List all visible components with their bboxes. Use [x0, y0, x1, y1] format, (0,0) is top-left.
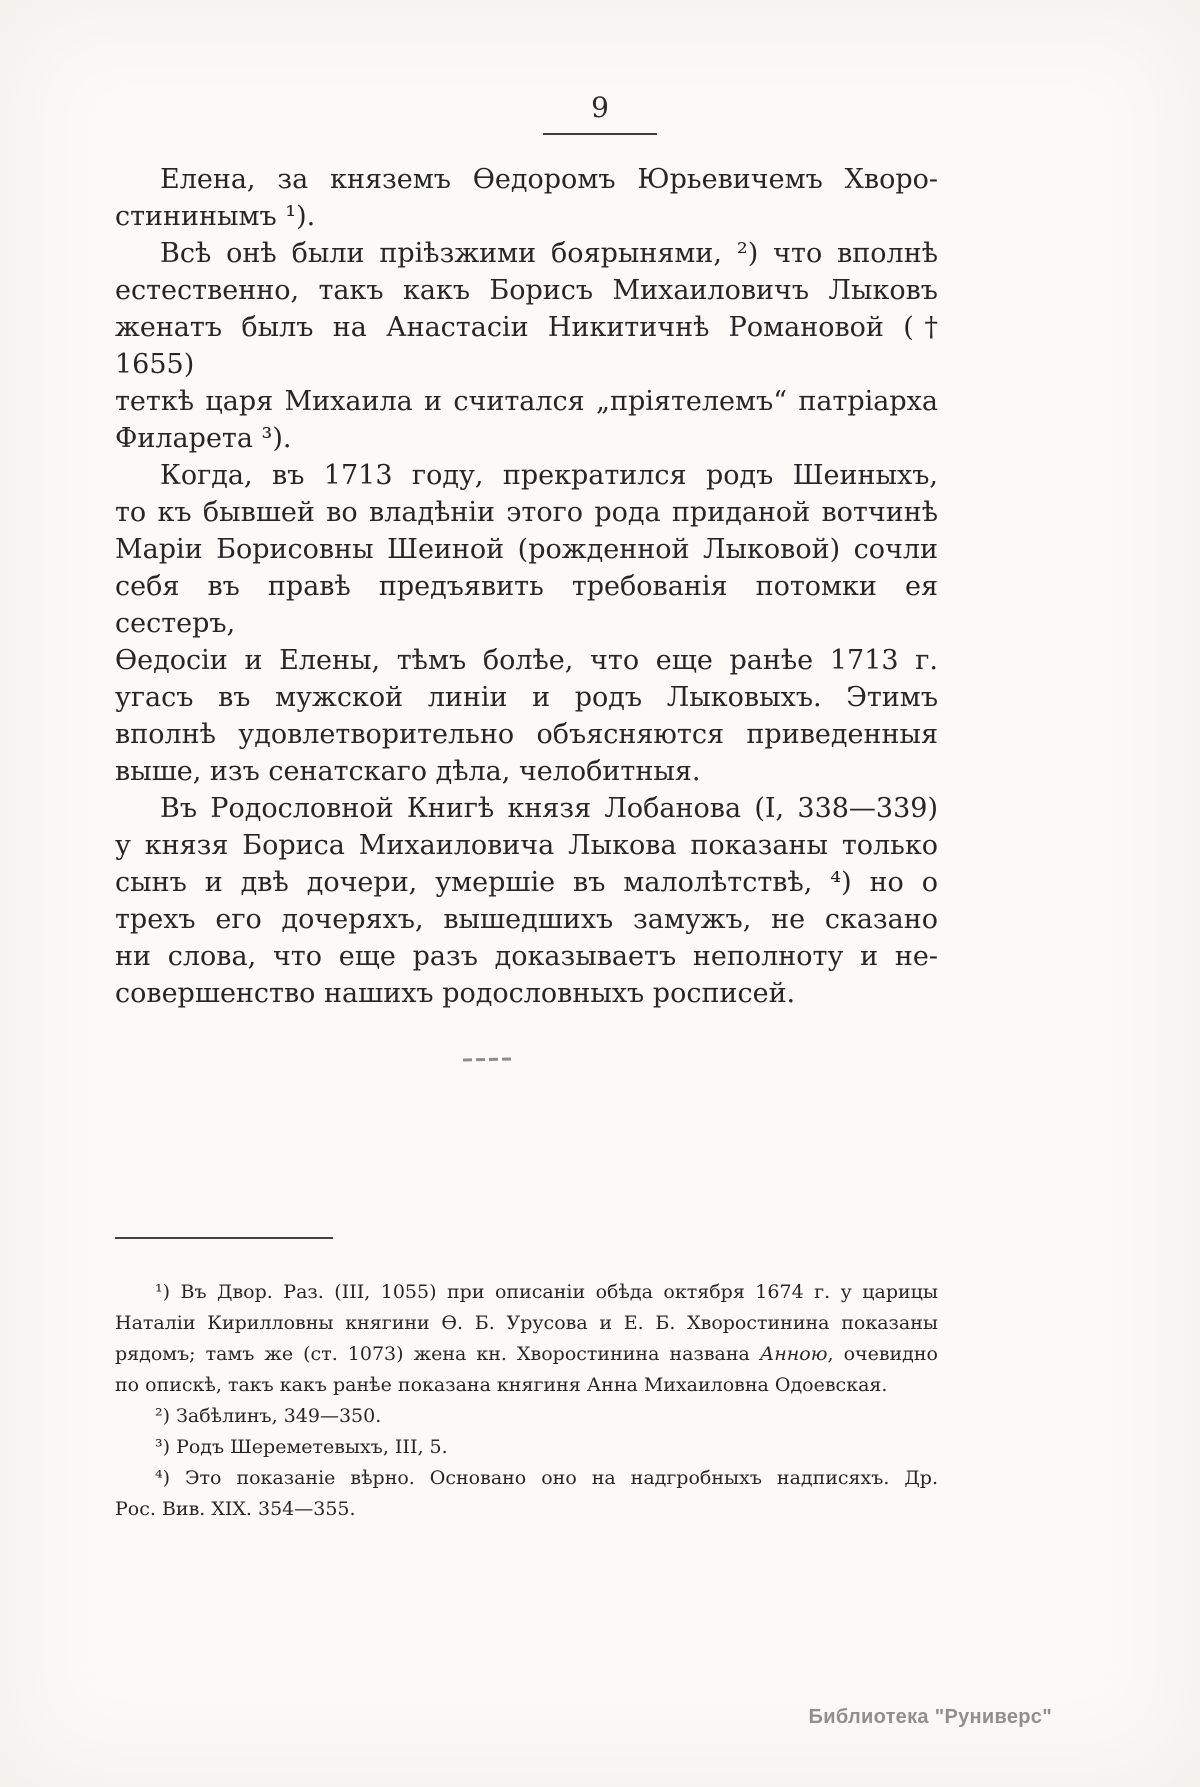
text-line: ³) Родъ Шереметевыхъ, III, 5.	[155, 1436, 448, 1458]
italic-text: Анною	[759, 1343, 828, 1365]
text-line: вполнѣ удовлетворительно объясняются приведенныя	[115, 719, 938, 750]
text-line: естественно, такъ какъ Борисъ Михаиловичъ Лыковъ	[115, 275, 938, 306]
text-line: сынъ и двѣ дочери, умершіе въ малолѣтствѣ, ⁴) но о	[115, 867, 938, 898]
text-line: угасъ въ мужской линіи и родъ Лыковыхъ. Этимъ	[115, 682, 938, 713]
footnote-rule	[115, 1237, 333, 1239]
page-number: 9	[591, 91, 609, 124]
text-line: Филарета ³).	[115, 423, 292, 454]
paragraph-2	[115, 235, 938, 457]
text-line: трехъ его дочеряхъ, вышедшихъ замужъ, не сказано	[115, 904, 938, 935]
text-line: Ѳедосіи и Елены, тѣмъ болѣе, что еще ранѣе 1713 г.	[115, 645, 938, 676]
text-line: теткѣ царя Михаила и считался „пріятелемъ“ патріарха	[115, 386, 938, 417]
text-line: Когда, въ 1713 году, прекратился родъ Шеиныхъ,	[160, 460, 938, 491]
text-line: женатъ былъ на Анастасіи Никитичнѣ Романовой († 1655)	[115, 312, 938, 380]
text-line: ²) Забѣлинъ, 349—350.	[155, 1405, 382, 1427]
footnote-1	[115, 1277, 938, 1401]
text-line: Наталіи Кирилловны княгини Ѳ. Б. Урусова и Е. Б. Хворостинина показаны	[115, 1312, 938, 1334]
text-line: выше, изъ сенатскаго дѣла, челобитныя.	[115, 756, 701, 787]
text-line: Маріи Борисовны Шеиной (рожденной Лыковой) сочли	[115, 534, 938, 565]
paragraph-1	[115, 161, 938, 235]
page-content	[115, 161, 938, 1525]
footnote-4	[115, 1463, 938, 1525]
text-line: ни слова, что еще разъ доказываетъ неполноту и не-	[115, 941, 938, 972]
footnote-2	[115, 1401, 938, 1432]
text-line: Рос. Вив. XIX. 354—355.	[115, 1498, 356, 1520]
text-line: по опискѣ, такъ какъ ранѣе показана княгиня Анна Михаиловна Одоевская.	[115, 1374, 888, 1396]
text-line: ⁴) Это показаніе вѣрно. Основано оно на надгробныхъ надписяхъ. Др.	[155, 1467, 938, 1489]
footnote-3	[115, 1432, 938, 1463]
page-number-rule	[543, 133, 657, 135]
text-line: себя въ правѣ предъявить требованія потомки ея сестеръ,	[115, 571, 938, 639]
body-text	[115, 161, 938, 1012]
footnotes-section	[115, 1277, 938, 1525]
page-header	[0, 0, 1200, 135]
paragraph-4	[115, 790, 938, 1012]
text-line: Въ Родословной Книгѣ князя Лобанова (I, 338—339)	[160, 793, 938, 824]
text-line: ¹) Въ Двор. Раз. (III, 1055) при описаніи обѣда октября 1674 г. у царицы	[155, 1281, 938, 1303]
text-line: рядомъ; тамъ же (ст. 1073) жена кн. Хворостинина названа Анною, очевидно	[115, 1343, 938, 1365]
section-divider	[463, 1057, 513, 1061]
text-line: Елена, за княземъ Ѳедоромъ Юрьевичемъ Хворо-	[160, 164, 938, 195]
text-line: то къ бывшей во владѣніи этого рода приданой вотчинѣ	[115, 497, 938, 528]
text-line: у князя Бориса Михаиловича Лыкова показаны только	[115, 830, 938, 861]
paragraph-3	[115, 457, 938, 790]
text-line: совершенство нашихъ родословныхъ росписей.	[115, 978, 796, 1009]
text-line: стининымъ ¹).	[115, 201, 316, 232]
library-watermark: Библиотека "Руниверс"	[808, 1706, 1052, 1728]
text-line: Всѣ онѣ были пріѣзжими боярынями, ²) что вполнѣ	[160, 238, 938, 269]
